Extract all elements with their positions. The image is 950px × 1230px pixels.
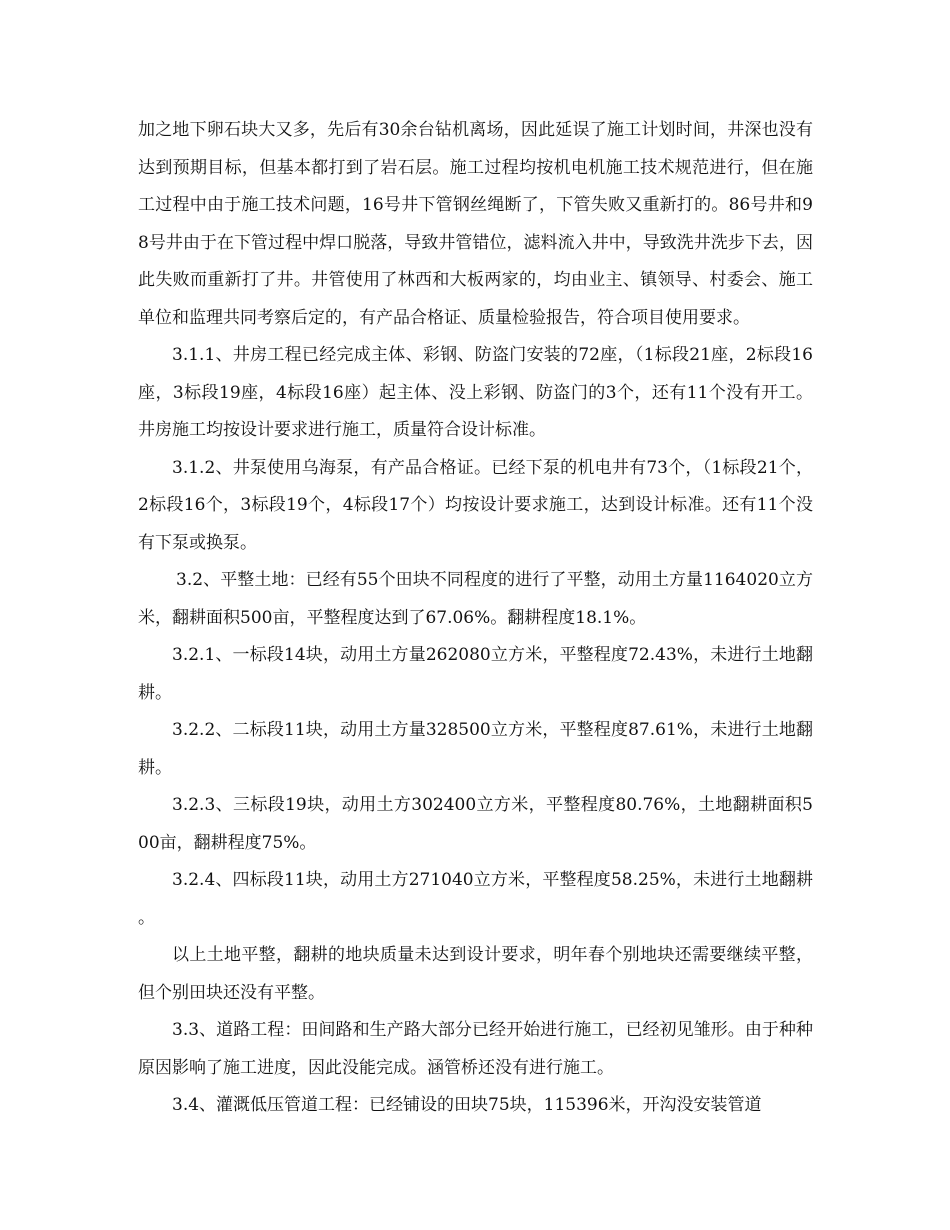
- paragraph-land-summary: 以上土地平整，翻耕的地块质量未达到设计要求，明年春个别地块还需要继续平整，但个别田块还没有平整。: [138, 945, 813, 1003]
- paragraph-3-2-2-section-two: 3.2.2、二标段11块，动用土方量328500立方米，平整程度87.61%，未进行土地翻耕。: [138, 720, 813, 778]
- paragraph-well-drilling: 加之地下卵石块大又多，先后有30余台钻机离场，因此延误了施工计划时间，井深也没有达到预期目标，但基本都打到了岩石层。施工过程均按机电机施工技术规范进行，但在施工过程中由于施工技术问题，16号井下管钢丝绳断了，下管失败又重新打的。86号井和98号井由于在下管过程中焊口脱落，导致井管错位，滤料流入井中，导致洗井洗步下去，因此失败而重新打了井。井管使用了林西和大板两家的，均由业主、镇领导、村委会、施工单位和监理共同考察后定的，有产品合格证、质量检验报告，符合项目使用要求。: [138, 120, 813, 328]
- paragraph-3-2-1-section-one: 3.2.1、一标段14块，动用土方量262080立方米，平整程度72.43%，未进行土地翻耕。: [138, 645, 813, 703]
- paragraph-3-1-1-well-house: 3.1.1、井房工程已经完成主体、彩钢、防盗门安装的72座，（1标段21座，2标段16座，3标段19座，4标段16座）起主体、没上彩钢、防盗门的3个，还有11个没有开工。井房施工均按设计要求进行施工，质量符合设计标准。: [138, 345, 814, 440]
- paragraph-3-2-3-section-three: 3.2.3、三标段19块，动用土方302400立方米，平整程度80.76%，土地翻耕面积500亩，翻耕程度75%。: [138, 795, 813, 853]
- paragraph-3-2-land-leveling: 3.2、平整土地：已经有55个田块不同程度的进行了平整，动用土方量1164020立方米，翻耕面积500亩，平整程度达到了67.06%。翻耕程度18.1%。: [138, 570, 813, 628]
- document-page: [138, 112, 813, 1125]
- paragraph-3-4-irrigation-pipes: 3.4、灌溉低压管道工程：已经铺设的田块75块，115396米，开沟没安装管道: [172, 1095, 762, 1115]
- paragraph-3-3-road-works: 3.3、道路工程：田间路和生产路大部分已经开始进行施工，已经初见雏形。由于种种原因影响了施工进度，因此没能完成。涵管桥还没有进行施工。: [138, 1020, 813, 1078]
- paragraph-3-2-4-section-four: 3.2.4、四标段11块，动用土方271040立方米，平整程度58.25%，未进行土地翻耕。: [138, 870, 813, 928]
- paragraph-3-1-2-well-pump: 3.1.2、井泵使用乌海泵，有产品合格证。已经下泵的机电井有73个，（1标段21个，2标段16个，3标段19个，4标段17个）均按设计要求施工，达到设计标准。还有11个没有下泵或换泵。: [138, 457, 813, 553]
